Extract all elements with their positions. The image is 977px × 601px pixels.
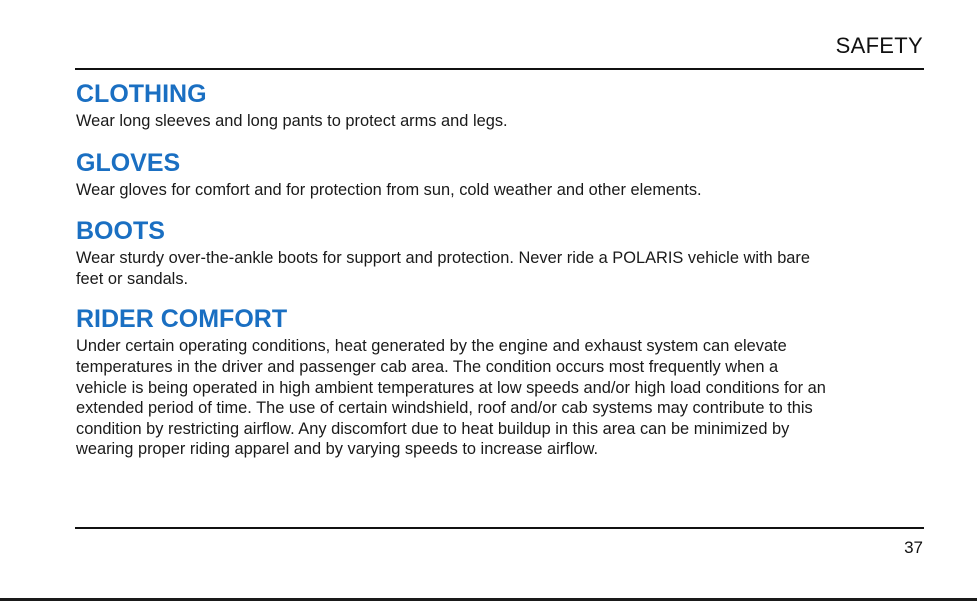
section-gloves [76,147,926,201]
body-line: temperatures in the driver and passenger cab area. The condition occurs most frequently when a [76,357,779,376]
section-heading: BOOTS [76,217,165,246]
section-clothing [76,78,926,132]
section-body [76,336,926,460]
body-line: extended period of time. The use of certain windshield, roof and/or cab systems may contribute to this [76,399,813,418]
body-line: condition by restricting airflow. Any discomfort due to heat buildup in this area can be minimized by [76,419,790,438]
page-number: 37 [904,538,923,557]
section-body: Wear long sleeves and long pants to protect arms and legs. [76,112,508,130]
header-divider [75,68,924,70]
section-rider-comfort [76,303,926,460]
body-line: feet or sandals. [76,269,189,288]
body-line: vehicle is being operated in high ambient temperatures at low speeds and/or high load conditions for an [76,378,826,397]
body-line: Under certain operating conditions, heat generated by the engine and exhaust system can elevate [76,337,787,356]
section-body [76,248,926,289]
section-body: Wear gloves for comfort and for protection from sun, cold weather and other elements. [76,180,702,199]
section-heading: RIDER COMFORT [76,305,288,334]
page-content [76,78,926,473]
section-heading: CLOTHING [76,80,207,108]
body-line: Wear sturdy over-the-ankle boots for support and protection. Never ride a POLARIS vehicle with bare [76,249,810,268]
section-boots [76,215,926,289]
footer-divider [75,527,924,529]
page-header-title: SAFETY [835,33,923,58]
section-heading: GLOVES [76,148,181,177]
body-line: wearing proper riding apparel and by varying speeds to increase airflow. [76,440,599,459]
